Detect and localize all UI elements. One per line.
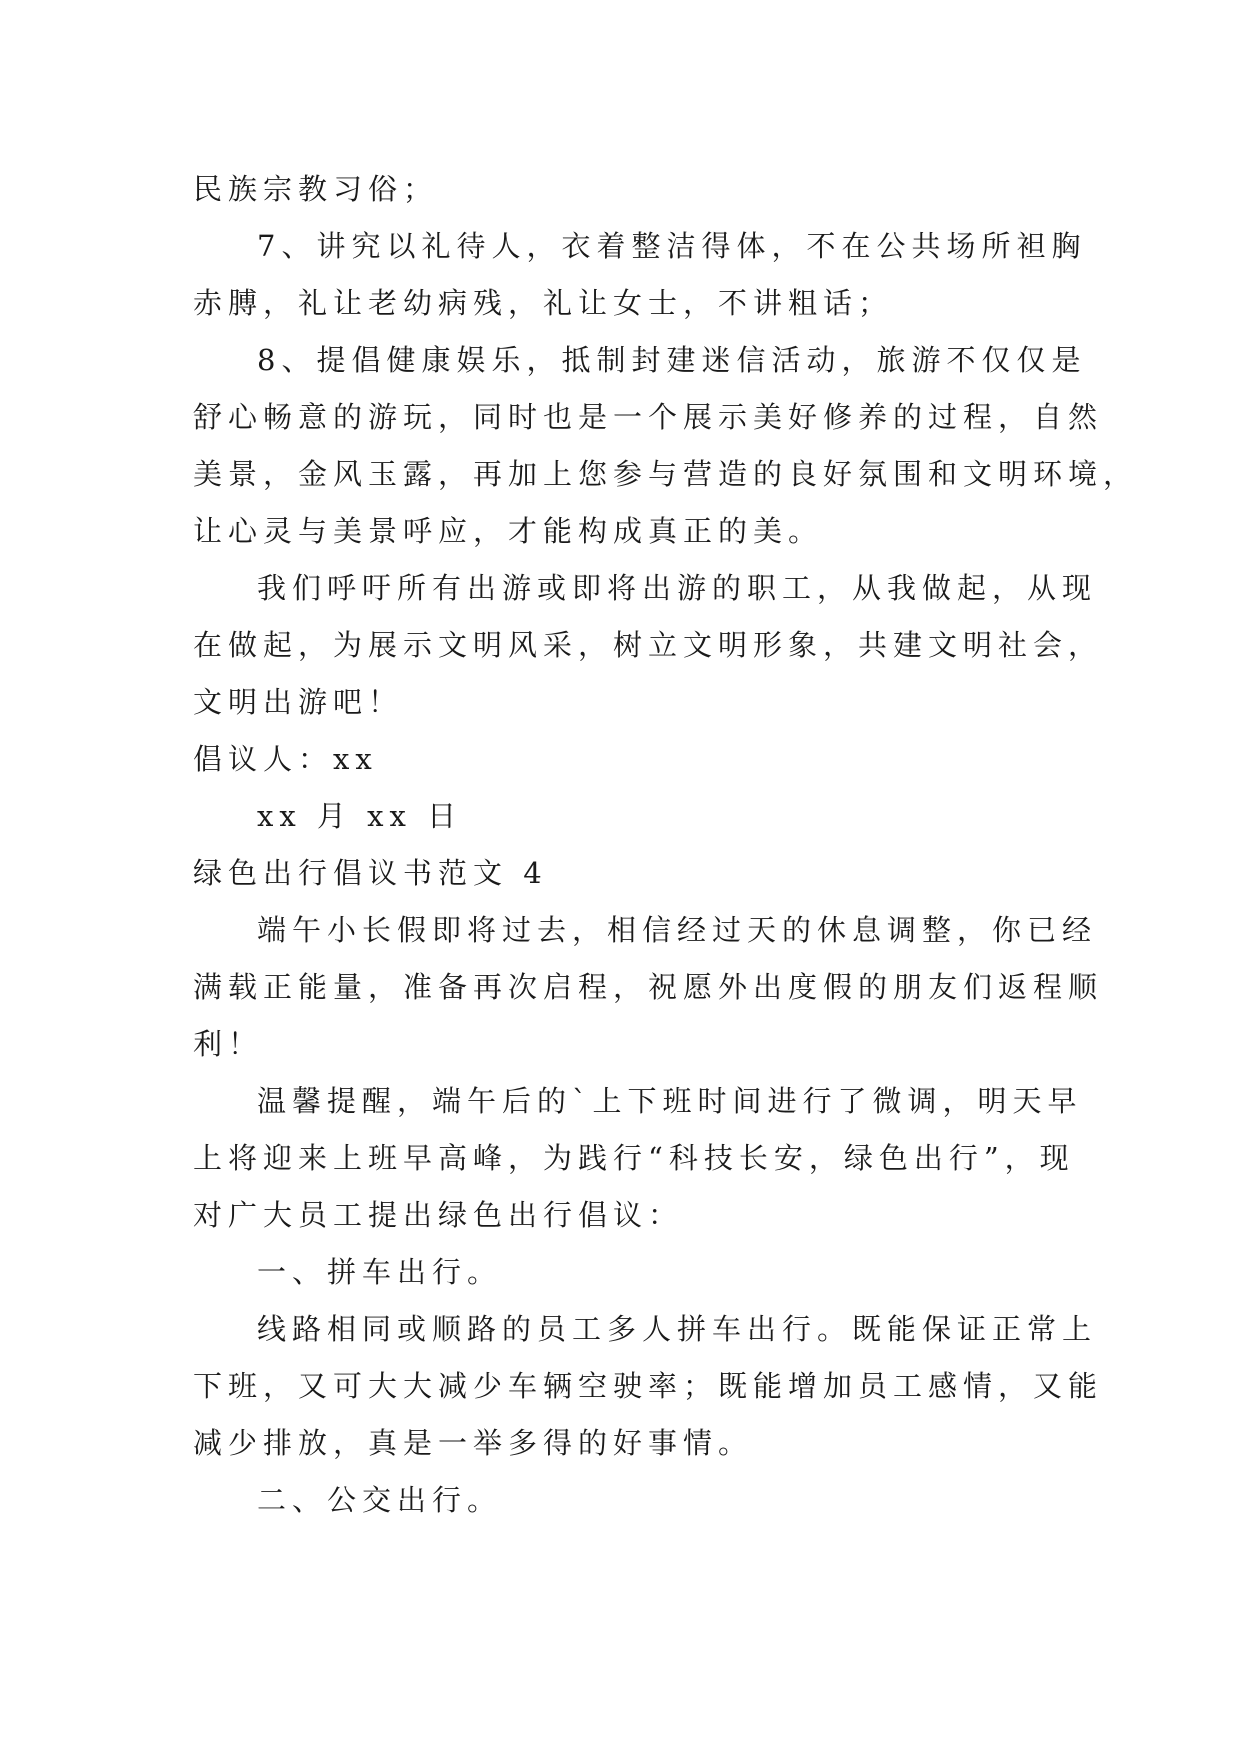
text-line: 民族宗教习俗； [193, 172, 439, 206]
text-line: 7、讲究以礼待人，衣着整洁得体，不在公共场所袒胸 [257, 229, 1087, 263]
list-item-heading: 一、拼车出行。 [257, 1255, 503, 1289]
text-line: 满载正能量，准备再次启程，祝愿外出度假的朋友们返程顺 [193, 970, 1104, 1004]
text-line: 端午小长假即将过去，相信经过天的休息调整，你已经 [257, 913, 1098, 947]
text-line: 下班，又可大大减少车辆空驶率；既能增加员工感情，又能 [193, 1369, 1104, 1403]
text-line: 我们呼吁所有出游或即将出游的职工，从我做起，从现 [257, 571, 1098, 605]
text-line: 减少排放，真是一举多得的好事情。 [193, 1426, 754, 1460]
text-line: 上将迎来上班早高峰，为践行“科技长安，绿色出行”，现 [193, 1141, 1075, 1175]
text-line: 对广大员工提出绿色出行倡议： [193, 1198, 684, 1232]
text-line: 利！ [193, 1027, 264, 1061]
text-line: 8、提倡健康娱乐，抵制封建迷信活动，旅游不仅仅是 [257, 343, 1087, 377]
text-line: 赤膊，礼让老幼病残，礼让女士，不讲粗话； [193, 286, 894, 320]
text-line: 舒心畅意的游玩，同时也是一个展示美好修养的过程，自然 [193, 400, 1104, 434]
list-item-heading: 二、公交出行。 [257, 1483, 503, 1517]
text-line: 温馨提醒，端午后的`上下班时间进行了微调，明天早 [257, 1084, 1083, 1118]
date-line: xx 月 xx 日 [257, 799, 463, 833]
text-line: 文明出游吧！ [193, 685, 404, 719]
text-line: 线路相同或顺路的员工多人拼车出行。既能保证正常上 [257, 1312, 1098, 1346]
section-heading: 绿色出行倡议书范文 4 [193, 856, 548, 890]
text-line: 美景，金风玉露，再加上您参与营造的良好氛围和文明环境， [193, 457, 1139, 491]
text-line: 让心灵与美景呼应，才能构成真正的美。 [193, 514, 824, 548]
text-line: 在做起，为展示文明风采，树立文明形象，共建文明社会， [193, 628, 1104, 662]
signatory-line: 倡议人：xx [193, 742, 378, 776]
